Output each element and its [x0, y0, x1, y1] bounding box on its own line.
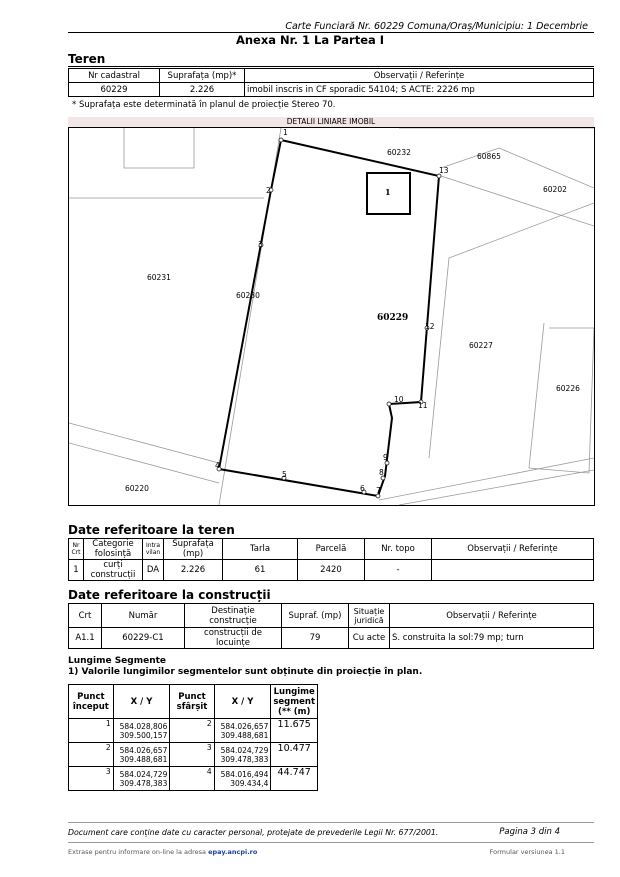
neighbor-label: 60202: [543, 185, 567, 194]
projection-note: * Suprafața este determinată în planul de proiecție Stereo 70.: [72, 100, 336, 110]
constructii-table: [68, 603, 594, 649]
column-header: Destinație construcție: [185, 604, 282, 628]
table-cell: -: [365, 560, 432, 581]
table-cell: 4: [170, 767, 214, 791]
neighbor-label: 60227: [469, 341, 493, 350]
column-header: Suprafața (mp): [164, 539, 223, 560]
table-cell: 2.226: [164, 560, 223, 581]
table-cell: A1.1: [69, 628, 102, 649]
extras-note: [68, 848, 257, 856]
parcel-label: 60229: [377, 313, 409, 323]
coord-y: 309.488,681: [119, 754, 168, 764]
coord-x: 584.024,729: [220, 745, 269, 755]
epay-link[interactable]: epay.ancpi.ro: [208, 848, 258, 856]
point-label: 7: [376, 486, 381, 495]
table-row: [69, 767, 318, 791]
table-cell: 60229: [69, 83, 160, 97]
neighbor-label: 60220: [125, 484, 149, 493]
footer-rule: [68, 822, 594, 823]
page-number: Pagina 3 din 4: [499, 827, 560, 837]
point-label: 1: [283, 128, 288, 137]
point-label: 5: [282, 470, 287, 479]
column-header: Punct sfârșit: [170, 685, 214, 719]
segmente-heading: Lungime Segmente: [68, 656, 167, 666]
table-cell: 10.477: [271, 743, 318, 767]
point-label: 11: [418, 401, 428, 410]
date-teren-heading: Date referitoare la teren: [68, 523, 235, 537]
table-cell: [113, 719, 170, 743]
point-label: 4: [215, 461, 220, 470]
table-cell: 2: [69, 743, 114, 767]
coord-x: 584.026,657: [119, 745, 168, 755]
point-label: 12: [425, 322, 435, 331]
column-header: X / Y: [214, 685, 271, 719]
table-cell: 11.675: [271, 719, 318, 743]
column-header: Situație juridică: [349, 604, 390, 628]
table-cell: Cu acte: [349, 628, 390, 649]
column-header: Tarla: [223, 539, 298, 560]
constructii-heading: Date referitoare la construcții: [68, 588, 271, 602]
neighbor-boundaries: [69, 128, 594, 505]
coord-x: 584.024,729: [119, 769, 168, 779]
column-header: Nr Crt: [69, 539, 84, 560]
coord-x: 584.026,657: [220, 721, 269, 731]
disclaimer: Document care conține date cu caracter personal, protejate de prevederile Legii Nr. 677/2001.: [68, 828, 439, 837]
table-cell: 1: [69, 560, 84, 581]
neighbor-label: 60230: [236, 291, 260, 300]
teren-heading: Teren: [68, 52, 106, 66]
column-header: Observații / Referințe: [432, 539, 594, 560]
coord-y: 309.478,383: [220, 754, 269, 764]
table-cell: 61: [223, 560, 298, 581]
column-header: Crt: [69, 604, 102, 628]
column-header: Intra vilan: [143, 539, 164, 560]
column-header: X / Y: [113, 685, 170, 719]
table-cell: DA: [143, 560, 164, 581]
date-teren-table: [68, 538, 594, 581]
table-cell: 3: [170, 743, 214, 767]
column-header: Observații / Referințe: [390, 604, 594, 628]
column-header: Observații / Referințe: [245, 69, 594, 83]
table-cell: 3: [69, 767, 114, 791]
point-label: 8: [379, 468, 384, 477]
table-cell: 60229-C1: [102, 628, 185, 649]
column-header: Supraf. (mp): [282, 604, 349, 628]
parcel-map: [68, 127, 595, 506]
neighbor-label: 60865: [477, 152, 501, 161]
coord-y: 309.478,383: [119, 778, 168, 788]
table-cell: 44.747: [271, 767, 318, 791]
point-label: 2: [266, 186, 271, 195]
table-cell: 1: [69, 719, 114, 743]
table-cell: curți construcții: [84, 560, 143, 581]
table-cell: S. construita la sol:79 mp; turn: [390, 628, 594, 649]
segmente-subheading: 1) Valorile lungimilor segmentelor sunt obținute din proiecție în plan.: [68, 667, 423, 677]
point-label: 3: [258, 240, 263, 249]
coord-x: 584.016,494: [220, 769, 269, 779]
table-cell: [214, 767, 271, 791]
table-cell: [214, 743, 271, 767]
point-label: 13: [439, 166, 449, 175]
table-cell: 2: [170, 719, 214, 743]
neighbor-label: 60231: [147, 273, 171, 282]
parcel-map-svg: [69, 128, 594, 505]
table-cell: 2420: [298, 560, 365, 581]
section-rule: [68, 66, 594, 67]
building-label: 1: [385, 187, 391, 197]
column-header: Categorie folosință: [84, 539, 143, 560]
neighbor-label: 60226: [556, 384, 580, 393]
anexa-title: Anexa Nr. 1 La Partea I: [235, 33, 385, 47]
table-cell: [432, 560, 594, 581]
map-title: DETALII LINIARE IMOBIL: [68, 117, 594, 127]
teren-table: [68, 68, 594, 97]
column-header: Punct început: [69, 685, 114, 719]
table-cell: [113, 743, 170, 767]
table-cell: 2.226: [160, 83, 245, 97]
coord-y: 309.488,681: [220, 730, 269, 740]
coord-y: 309.434,4: [230, 778, 269, 788]
document-header: Carte Funciară Nr. 60229 Comuna/Oraș/Municipiu: 1 Decembrie: [285, 21, 588, 32]
column-header: Parcelă: [298, 539, 365, 560]
point-label: 9: [383, 453, 388, 462]
form-version: Formular versiunea 1.1: [489, 848, 565, 856]
table-row: [69, 719, 318, 743]
table-cell: [113, 767, 170, 791]
column-header: Nr. topo: [365, 539, 432, 560]
table-cell: 79: [282, 628, 349, 649]
coord-x: 584.028,806: [119, 721, 168, 731]
column-header: Suprafața (mp)*: [160, 69, 245, 83]
table-row: [69, 743, 318, 767]
column-header: Număr: [102, 604, 185, 628]
segmente-table: [68, 684, 318, 791]
table-cell: construcții de locuințe: [185, 628, 282, 649]
table-cell: [214, 719, 271, 743]
table-cell: imobil inscris in CF sporadic 54104; S ACTE: 2226 mp: [245, 83, 594, 97]
extras-prefix: Extrase pentru informare on-line la adresa: [68, 848, 209, 856]
coord-y: 309.500,157: [119, 730, 168, 740]
neighbor-label: 60232: [387, 148, 411, 157]
point-label: 10: [394, 395, 404, 404]
column-header: Nr cadastral: [69, 69, 160, 83]
column-header: Lungime segment (** (m): [271, 685, 318, 719]
footer-rule-2: [68, 842, 594, 843]
point-label: 6: [360, 484, 365, 493]
